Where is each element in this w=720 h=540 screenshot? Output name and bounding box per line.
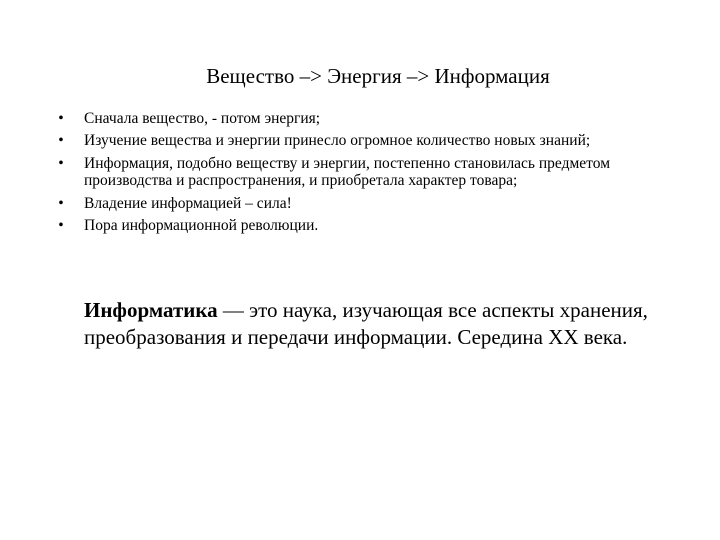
bullet-icon: • [58, 217, 64, 235]
bullet-text: Сначала вещество, - потом энергия; [84, 110, 321, 127]
list-item [56, 110, 656, 127]
bullet-icon: • [58, 194, 64, 212]
definition-term: Информатика [84, 298, 218, 322]
bullet-list [56, 110, 656, 239]
slide-title: Вещество –> Энергия –> Информация [206, 64, 550, 88]
bullet-text: Пора информационной революции. [84, 217, 319, 235]
bullet-icon: • [58, 154, 64, 172]
list-item [56, 132, 656, 149]
list-item [56, 195, 656, 212]
bullet-text: Изучение вещества и энергии принесло огромное количество новых знаний; [84, 132, 591, 150]
bullet-icon: • [58, 110, 64, 127]
bullet-text: Информация, подобно веществу и энергии, постепенно становилась предметом производства и распространения, и приобретала характер товара; [84, 154, 611, 190]
list-item [56, 217, 656, 234]
definition-paragraph [84, 297, 654, 351]
list-item [56, 155, 656, 190]
definition-text: — это наука, изучающая все аспекты хранения, преобразования и передачи информации. Середина XX века. [84, 298, 648, 349]
bullet-icon: • [58, 132, 64, 150]
bullet-text: Владение информацией – сила! [84, 194, 292, 212]
